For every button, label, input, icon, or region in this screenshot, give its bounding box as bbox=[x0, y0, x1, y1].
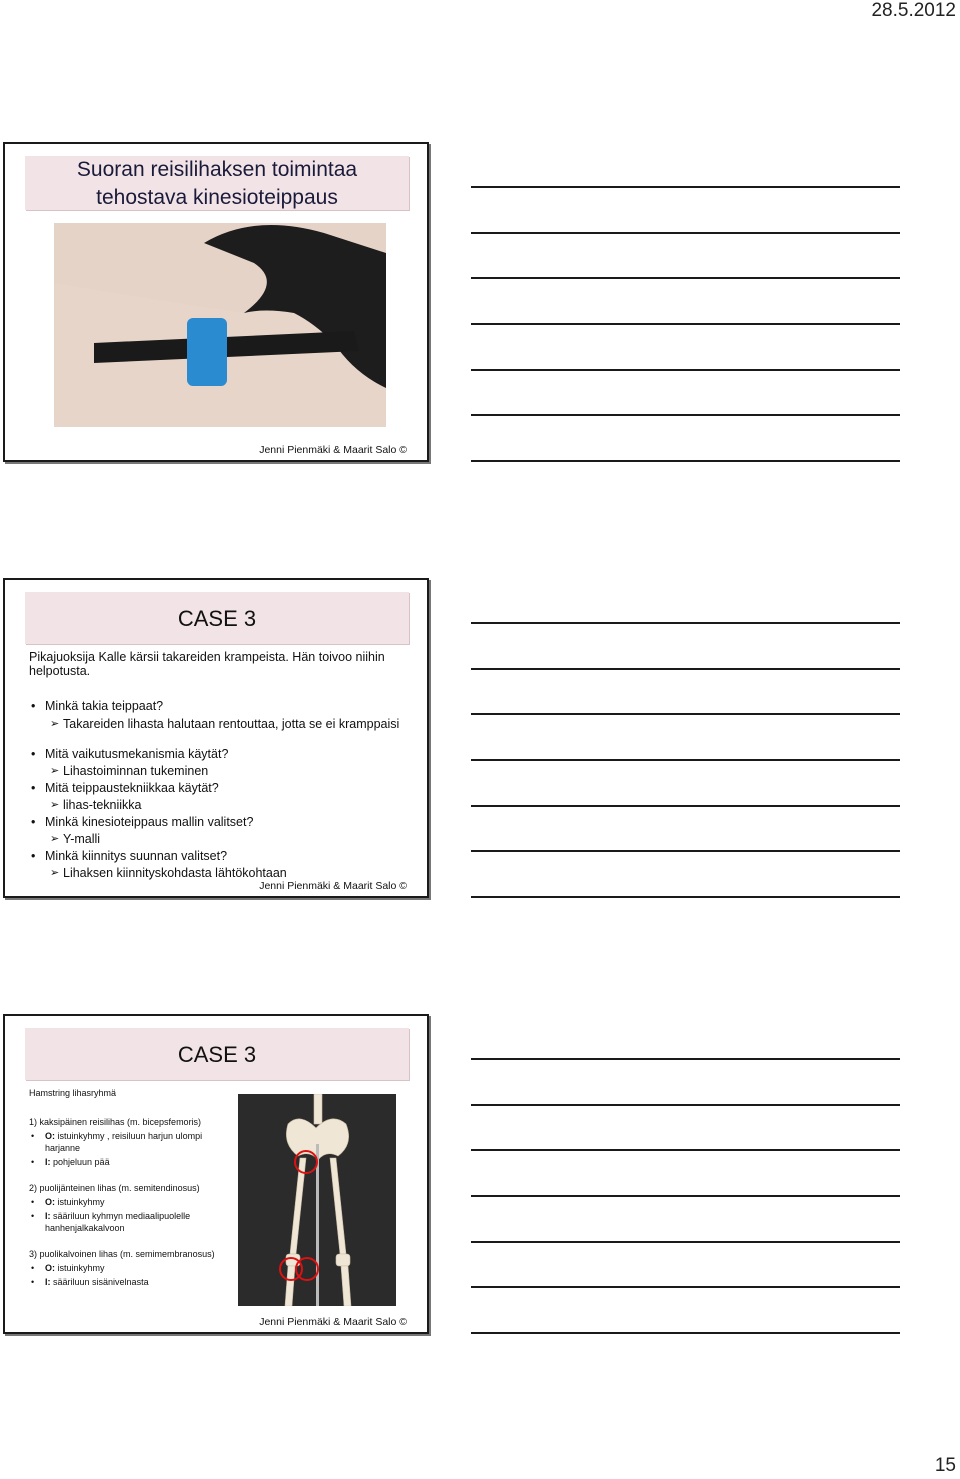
note-line bbox=[471, 1332, 900, 1334]
slide-3-subtitle: Hamstring lihasryhmä bbox=[29, 1088, 117, 1098]
arrow-icon: ➢ bbox=[50, 718, 60, 730]
muscle-insertion: • I: sääriluun kyhmyn mediaalipuolelle hanhenjalkakalvoon bbox=[29, 1210, 229, 1234]
muscle-insertion: • I: sääriluun sisänivelnasta bbox=[29, 1276, 229, 1288]
note-line bbox=[471, 232, 900, 234]
slide-1-title bbox=[25, 156, 409, 210]
question-1: • Minkä takia teippaat? bbox=[29, 698, 419, 715]
slide-3-title: CASE 3 bbox=[177, 1042, 257, 1067]
slide-2 bbox=[3, 578, 429, 898]
slide-2-title: CASE 3 bbox=[177, 606, 257, 631]
muscle-origin: • O: istuinkyhmy bbox=[29, 1196, 229, 1208]
slide-3 bbox=[3, 1014, 429, 1334]
muscle-heading: 1) kaksipäinen reisilihas (m. bicepsfemoris) bbox=[29, 1117, 202, 1127]
answer-3 bbox=[29, 797, 419, 814]
question-2: • Mitä vaikutusmekanismia käytät? bbox=[29, 746, 419, 763]
question-list bbox=[29, 698, 419, 882]
arrow-icon: ➢ bbox=[50, 867, 60, 879]
note-line bbox=[471, 759, 900, 761]
note-line bbox=[471, 460, 900, 462]
muscle-origin: • O: istuinkyhmy , reisiluun harjun ulompi harjanne bbox=[29, 1130, 229, 1154]
answer-2 bbox=[29, 763, 419, 780]
note-line bbox=[471, 277, 900, 279]
answer-5-text: Lihaksen kiinnityskohdasta lähtökohtaan bbox=[63, 866, 287, 880]
note-line bbox=[471, 1104, 900, 1106]
slide-2-title-band bbox=[25, 592, 409, 644]
note-line bbox=[471, 1195, 900, 1197]
note-line bbox=[471, 713, 900, 715]
muscle-heading: 3) puolikalvoinen lihas (m. semimembranosus) bbox=[29, 1249, 215, 1259]
note-line bbox=[471, 1241, 900, 1243]
note-line bbox=[471, 369, 900, 371]
note-line bbox=[471, 323, 900, 325]
muscle-insertion: • I: pohjeluun pää bbox=[29, 1156, 229, 1168]
question-4: • Minkä kinesioteippaus mallin valitset? bbox=[29, 814, 419, 831]
note-line bbox=[471, 668, 900, 670]
muscle-group bbox=[29, 1248, 229, 1288]
slide-1-title-line1: Suoran reisilihaksen toimintaa bbox=[76, 158, 358, 181]
note-line bbox=[471, 850, 900, 852]
note-line bbox=[471, 1286, 900, 1288]
hamstring-muscle-list bbox=[29, 1116, 229, 1302]
slide-3-credit: Jenni Pienmäki & Maarit Salo © bbox=[259, 1316, 407, 1328]
answer-2-text: Lihastoiminnan tukeminen bbox=[63, 764, 209, 778]
note-line bbox=[471, 1058, 900, 1060]
note-line bbox=[471, 186, 900, 188]
kinesiotape-thigh-photo bbox=[54, 223, 386, 427]
answer-4-text: Y-malli bbox=[63, 832, 101, 846]
note-line bbox=[471, 622, 900, 624]
answer-3-text: lihas-tekniikka bbox=[63, 798, 142, 812]
question-3: • Mitä teippaustekniikkaa käytät? bbox=[29, 780, 419, 797]
answer-4 bbox=[29, 831, 419, 848]
case-intro: Pikajuoksija Kalle kärsii takareiden krampeista. Hän toivoo niihin helpotusta. bbox=[29, 650, 385, 678]
muscle-group bbox=[29, 1116, 229, 1168]
answer-1-text: Takareiden lihasta halutaan rentouttaa, jotta se ei kramppaisi bbox=[63, 717, 400, 731]
note-line bbox=[471, 805, 900, 807]
print-date: 28.5.2012 bbox=[871, 0, 956, 21]
slide-1 bbox=[3, 142, 429, 462]
note-line bbox=[471, 414, 900, 416]
question-5: • Minkä kiinnitys suunnan valitset? bbox=[29, 848, 419, 865]
slide-1-title-line2: tehostava kinesioteippaus bbox=[96, 186, 338, 209]
muscle-group bbox=[29, 1182, 229, 1234]
muscle-origin: • O: istuinkyhmy bbox=[29, 1262, 229, 1274]
arrow-icon: ➢ bbox=[50, 833, 60, 845]
arrow-icon: ➢ bbox=[50, 765, 60, 777]
page-number: 15 bbox=[934, 1455, 956, 1476]
note-line bbox=[471, 1149, 900, 1151]
muscle-heading: 2) puolijänteinen lihas (m. semitendinosus) bbox=[29, 1183, 200, 1193]
slide-3-title-band bbox=[25, 1028, 409, 1080]
slide-2-credit: Jenni Pienmäki & Maarit Salo © bbox=[259, 880, 407, 892]
note-line bbox=[471, 896, 900, 898]
slide-1-credit: Jenni Pienmäki & Maarit Salo © bbox=[259, 444, 407, 456]
skeleton-legs-photo bbox=[238, 1094, 396, 1306]
arrow-icon: ➢ bbox=[50, 799, 60, 811]
answer-1 bbox=[29, 715, 419, 746]
